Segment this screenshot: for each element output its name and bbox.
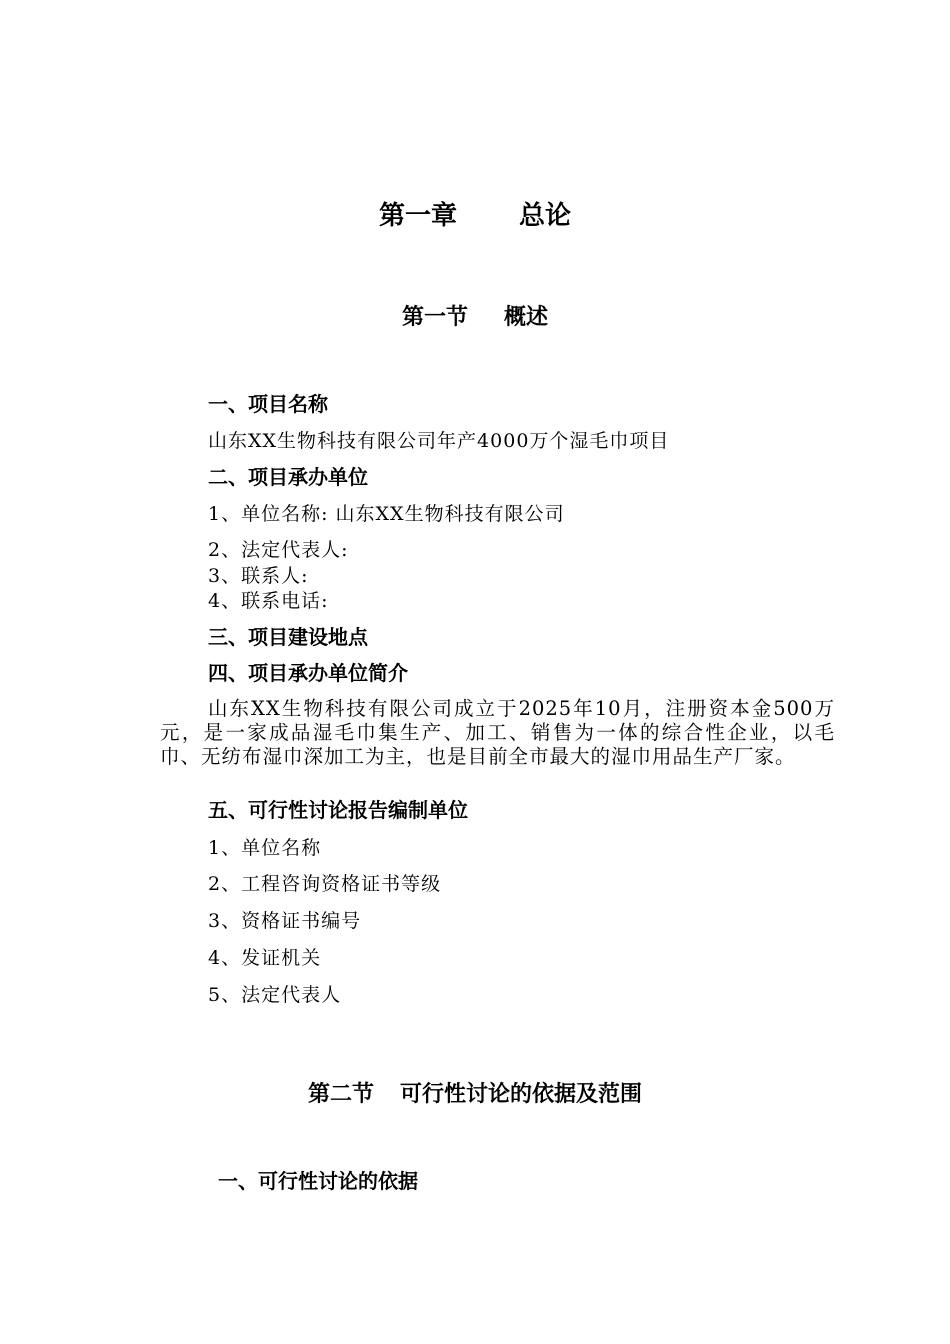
heading-unit-profile: 四、项目承办单位简介 bbox=[208, 661, 408, 685]
compiler-item-1: 1、单位名称 bbox=[208, 837, 322, 859]
contact-person-line: 3、联系人: bbox=[208, 565, 309, 587]
unit-name-line: 1、单位名称: 山东XX生物科技有限公司 bbox=[208, 503, 565, 525]
section-1-label: 第一节 bbox=[401, 305, 468, 330]
heading-feasibility-basis: 一、可行性讨论的依据 bbox=[218, 1169, 418, 1193]
heading-sponsor-unit: 二、项目承办单位 bbox=[208, 465, 368, 489]
section-heading-1 bbox=[0, 301, 950, 335]
section-1-title: 概述 bbox=[504, 305, 549, 330]
compiler-item-5: 5、法定代表人 bbox=[208, 984, 342, 1006]
contact-phone-line: 4、联系电话: bbox=[208, 590, 329, 612]
unit-profile-paragraph: 山东XX生物科技有限公司成立于2025年10月，注册资本金500万元，是一家成品湿毛巾集生产、加工、销售为一体的综合性企业，以毛巾、无纺布湿巾深加工为主，也是目前全市最大的湿巾用品生产厂家。 bbox=[160, 697, 835, 768]
chapter-label: 第一章 bbox=[378, 201, 457, 231]
section-heading-2 bbox=[0, 1078, 950, 1112]
heading-construction-site: 三、项目建设地点 bbox=[208, 625, 368, 649]
compiler-item-2: 2、工程咨询资格证书等级 bbox=[208, 873, 442, 895]
compiler-item-3: 3、资格证书编号 bbox=[208, 910, 362, 932]
section-2-title: 可行性讨论的依据及范围 bbox=[400, 1082, 643, 1107]
legal-representative-line: 2、法定代表人: bbox=[208, 539, 349, 561]
heading-project-name: 一、项目名称 bbox=[208, 392, 328, 416]
chapter-title: 总论 bbox=[519, 201, 572, 231]
compiler-item-4: 4、发证机关 bbox=[208, 947, 322, 969]
heading-report-compiler: 五、可行性讨论报告编制单位 bbox=[208, 798, 468, 822]
chapter-heading bbox=[0, 196, 950, 236]
section-2-label: 第二节 bbox=[307, 1082, 374, 1107]
project-name-text: 山东XX生物科技有限公司年产4000万个湿毛巾项目 bbox=[208, 430, 670, 452]
